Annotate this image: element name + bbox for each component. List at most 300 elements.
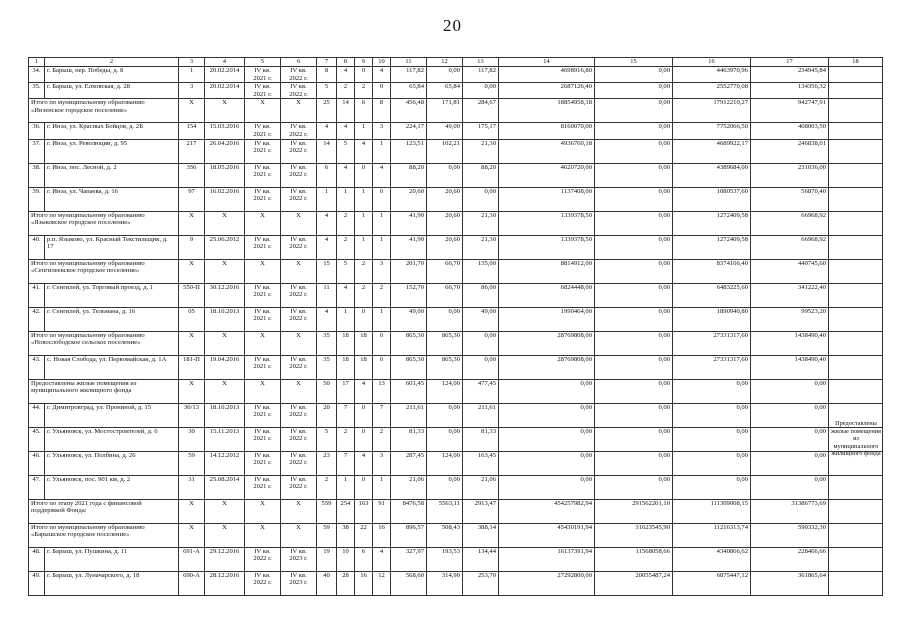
table-cell: 0,00 (427, 67, 463, 83)
table-cell: 4620720,00 (499, 163, 595, 187)
table-cell: 1080537,60 (673, 187, 751, 211)
column-number: 14 (499, 58, 595, 67)
table-cell: 1 (355, 123, 373, 139)
table-cell: 4936760,18 (499, 139, 595, 163)
table-cell: 8160070,00 (499, 123, 595, 139)
table-cell: 117,82 (391, 67, 427, 83)
table-cell (829, 523, 883, 547)
table-cell: 456,48 (391, 99, 427, 123)
table-cell: 224,17 (391, 123, 427, 139)
table-cell: 4 (337, 123, 355, 139)
table-cell: IV кв. 2022 г. (245, 547, 281, 571)
table-cell: 4 (337, 67, 355, 83)
table-cell: X (245, 99, 281, 123)
table-cell: 0,00 (595, 187, 673, 211)
table-cell: 2 (373, 283, 391, 307)
table-cell: 4 (317, 307, 337, 331)
table-cell: IV кв. 2022 г. (281, 139, 317, 163)
table-cell: 117,82 (463, 67, 499, 83)
table-cell: 15.03.2016 (205, 123, 245, 139)
table-cell: 2552770,08 (673, 83, 751, 99)
table-cell: 246838,01 (751, 139, 829, 163)
row-label: Итого по муниципальному образованию «Сенгилеевское городское поселение» (29, 259, 179, 283)
table-cell: 1 (373, 307, 391, 331)
address-cell: г. Барыш, пер. Победы, д. 8 (45, 67, 179, 83)
table-cell: X (205, 499, 245, 523)
table-cell: 253,70 (463, 571, 499, 595)
table-cell: 7 (373, 403, 391, 427)
table-cell: 18.10.2013 (205, 403, 245, 427)
table-cell: 1438490,40 (751, 331, 829, 355)
table-cell: 2 (317, 475, 337, 499)
table-row (29, 475, 883, 499)
table-cell: 91 (373, 499, 391, 523)
table-cell (829, 123, 883, 139)
table-cell: 0,00 (595, 307, 673, 331)
table-cell: 550-П (179, 283, 205, 307)
table-cell: 211,61 (463, 403, 499, 427)
table-cell: 0,00 (595, 163, 673, 187)
table-cell: 454257982,94 (499, 499, 595, 523)
table-row (29, 163, 883, 187)
table-cell: 97 (179, 187, 205, 211)
subtotal-row (29, 523, 883, 547)
table-cell: X (179, 99, 205, 123)
table-cell: IV кв. 2022 г. (281, 163, 317, 187)
table-cell: 38 (337, 523, 355, 547)
table-cell: 942747,91 (751, 99, 829, 123)
table-row (29, 547, 883, 571)
table-cell: 15.11.2013 (205, 427, 245, 451)
address-cell: г. Сенгилей, ул. Торговый проезд, д. 1 (45, 283, 179, 307)
table-cell: 17912210,27 (673, 99, 751, 123)
table-cell: 0,00 (595, 211, 673, 235)
column-number: 7 (317, 58, 337, 67)
address-cell: г. Ульяновск, пос. 901 км, д. 2 (45, 475, 179, 499)
table-cell: 2 (337, 235, 355, 259)
note-municipal-fund: Предоставлены жилые помещения из муниципального жилищного фонда (831, 420, 881, 458)
table-cell: 134,44 (463, 547, 499, 571)
table-cell: 49. (29, 571, 45, 595)
table-cell: 14.12.2012 (205, 451, 245, 475)
column-number: 2 (45, 58, 179, 67)
table-cell: 8814912,00 (499, 259, 595, 283)
table-cell: 4 (373, 163, 391, 187)
table-cell: X (205, 331, 245, 355)
table-cell: 0,00 (751, 427, 829, 451)
table-cell: 0 (355, 67, 373, 83)
table-cell: 124,00 (427, 379, 463, 403)
table-cell: 4 (317, 211, 337, 235)
table-cell: 691-А (179, 547, 205, 571)
table-cell: 4689922,17 (673, 139, 751, 163)
table-cell: IV кв. 2022 г. (281, 427, 317, 451)
column-number: 11 (391, 58, 427, 67)
table-cell: 0,00 (595, 67, 673, 83)
table-cell: 38. (29, 163, 45, 187)
table-cell: 9 (179, 235, 205, 259)
table-cell (829, 99, 883, 123)
table-cell: X (205, 523, 245, 547)
table-cell: 2 (337, 427, 355, 451)
table-cell: X (245, 379, 281, 403)
subtotal-row (29, 99, 883, 123)
table-row (29, 451, 883, 475)
table-cell: 0,00 (427, 163, 463, 187)
table-cell: 171,81 (427, 99, 463, 123)
table-cell: IV кв. 2021 г. (245, 355, 281, 379)
table-cell: IV кв. 2021 г. (245, 83, 281, 99)
table-cell: 0,00 (427, 307, 463, 331)
table-cell: X (205, 99, 245, 123)
table-cell: 4 (317, 123, 337, 139)
table-cell: 7752066,50 (673, 123, 751, 139)
table-cell: 4 (317, 235, 337, 259)
table-cell: 865,30 (427, 331, 463, 355)
table-cell: 0,00 (595, 403, 673, 427)
table-cell: 5563,11 (427, 499, 463, 523)
address-cell: г. Ульяновск, ул. Полбина, д. 26 (45, 451, 179, 475)
table-cell: 1339378,50 (499, 211, 595, 235)
table-cell: 590332,30 (751, 523, 829, 547)
register-table (28, 57, 883, 596)
table-cell: 361865,64 (751, 571, 829, 595)
table-cell: X (245, 259, 281, 283)
table-cell: 49,00 (463, 307, 499, 331)
table-cell: 1 (373, 475, 391, 499)
address-cell: г. Сенгилей, ул. Тельмана, д. 16 (45, 307, 179, 331)
table-cell: 0 (373, 331, 391, 355)
table-cell: 66968,92 (751, 211, 829, 235)
table-cell: 1 (373, 139, 391, 163)
table-cell: 4698916,80 (499, 67, 595, 83)
table-cell: 88,20 (391, 163, 427, 187)
table-cell: 1 (355, 187, 373, 211)
table-cell (829, 379, 883, 403)
table-cell (829, 67, 883, 83)
address-cell: г. Ульяновск, ул. Мостостроителей, д. 6 (45, 427, 179, 451)
table-cell: 20.02.2014 (205, 67, 245, 83)
table-cell: IV кв. 2021 г. (245, 187, 281, 211)
table-cell: 20,60 (427, 235, 463, 259)
table-cell: 39. (29, 187, 45, 211)
table-cell: 201,70 (391, 259, 427, 283)
table-cell: 1 (337, 307, 355, 331)
table-cell: IV кв. 2022 г. (281, 307, 317, 331)
table-cell: X (179, 523, 205, 547)
table-cell: 0,00 (463, 83, 499, 99)
table-cell: X (281, 331, 317, 355)
table-cell (829, 283, 883, 307)
table-cell: 0,00 (595, 83, 673, 99)
table-cell: 6824448,00 (499, 283, 595, 307)
table-cell: 0,00 (499, 451, 595, 475)
column-number: 4 (205, 58, 245, 67)
table-cell: 284,67 (463, 99, 499, 123)
table-cell: 14 (337, 99, 355, 123)
table-cell: 408003,50 (751, 123, 829, 139)
table-cell: 15 (317, 259, 337, 283)
table-cell: 0,00 (499, 403, 595, 427)
table-cell: 40 (317, 571, 337, 595)
table-cell: X (281, 499, 317, 523)
table-cell: 0 (355, 427, 373, 451)
table-cell: IV кв. 2021 г. (245, 475, 281, 499)
column-number: 12 (427, 58, 463, 67)
column-number: 9 (355, 58, 373, 67)
table-cell (829, 139, 883, 163)
table-cell: 865,30 (427, 355, 463, 379)
table-cell: 4 (337, 283, 355, 307)
table-cell: 2 (355, 259, 373, 283)
table-cell: 477,45 (463, 379, 499, 403)
table-cell: 18.05.2016 (205, 163, 245, 187)
table-cell: 0,00 (595, 379, 673, 403)
table-cell: X (205, 259, 245, 283)
table-cell: 20 (317, 403, 337, 427)
table-cell: 154 (179, 123, 205, 139)
table-cell: 23 (317, 451, 337, 475)
row-label: Предоставлены жилые помещения из муниципального жилищного фонда (29, 379, 179, 403)
table-cell: 34. (29, 67, 45, 83)
table-cell: IV кв. 2021 г. (245, 67, 281, 83)
table-cell: 0,00 (427, 475, 463, 499)
table-cell: 4 (337, 163, 355, 187)
table-cell: 0,00 (673, 427, 751, 451)
table-row (29, 187, 883, 211)
table-row (29, 235, 883, 259)
table-cell: X (281, 259, 317, 283)
table-cell: 601,45 (391, 379, 427, 403)
table-cell: 1 (337, 187, 355, 211)
table-cell: IV кв. 2022 г. (281, 475, 317, 499)
table-cell: 18.10.2013 (205, 307, 245, 331)
table-cell: 1137408,00 (499, 187, 595, 211)
table-cell: 1 (355, 211, 373, 235)
table-cell: 0,00 (595, 259, 673, 283)
table-cell: 65,84 (391, 83, 427, 99)
table-cell: 3 (179, 83, 205, 99)
table-cell: 135,00 (463, 259, 499, 283)
table-cell: 1 (355, 235, 373, 259)
column-number: 8 (337, 58, 355, 67)
table-cell: 163,45 (463, 451, 499, 475)
table-cell (829, 355, 883, 379)
table-row (29, 123, 883, 139)
table-cell: 102,21 (427, 139, 463, 163)
table-cell: 25 (317, 99, 337, 123)
table-cell: IV кв. 2021 г. (245, 163, 281, 187)
address-cell: р.п. Языково, ул. Красный Текстильщик, д. 17 (45, 235, 179, 259)
column-number: 18 (829, 58, 883, 67)
table-cell: 314,90 (427, 571, 463, 595)
table-cell: 0,00 (595, 475, 673, 499)
table-cell: X (205, 211, 245, 235)
table-cell: IV кв. 2022 г. (281, 83, 317, 99)
table-cell: 41. (29, 283, 45, 307)
table-cell: 0 (373, 355, 391, 379)
table-cell: 1 (337, 475, 355, 499)
table-cell: 16.02.2016 (205, 187, 245, 211)
table-cell: X (245, 331, 281, 355)
table-cell: 0,00 (751, 451, 829, 475)
table-cell: X (179, 499, 205, 523)
table-cell: 0,00 (463, 187, 499, 211)
table-cell: 20.02.2014 (205, 83, 245, 99)
table-cell: IV кв. 2022 г. (281, 67, 317, 83)
table-cell: IV кв. 2023 г. (281, 571, 317, 595)
table-cell: 865,30 (391, 355, 427, 379)
table-cell: 20,60 (427, 187, 463, 211)
table-cell: 1 (373, 211, 391, 235)
table-cell: 11216313,74 (673, 523, 751, 547)
table-cell: 1890940,80 (673, 307, 751, 331)
table-cell (829, 187, 883, 211)
table-cell: 228466,66 (751, 547, 829, 571)
table-row (29, 355, 883, 379)
table-cell: 14 (317, 139, 337, 163)
table-cell (829, 235, 883, 259)
table-cell: IV кв. 2023 г. (281, 547, 317, 571)
table-cell: 1 (179, 67, 205, 83)
table-cell: 4340866,62 (673, 547, 751, 571)
table-cell: 25.06.2012 (205, 235, 245, 259)
table-cell: 28769808,00 (499, 355, 595, 379)
column-number: 6 (281, 58, 317, 67)
table-cell: 440745,60 (751, 259, 829, 283)
column-number: 3 (179, 58, 205, 67)
table-cell: 43. (29, 355, 45, 379)
table-cell: 3 (373, 123, 391, 139)
table-cell: 341222,40 (751, 283, 829, 307)
table-cell: 42. (29, 307, 45, 331)
table-cell (829, 499, 883, 523)
table-cell: 0,00 (751, 403, 829, 427)
table-cell: 0,00 (463, 331, 499, 355)
table-cell: IV кв. 2021 г. (245, 235, 281, 259)
table-cell: 0,00 (595, 451, 673, 475)
address-cell: г. Инза, пос. Лесной, д. 2 (45, 163, 179, 187)
table-cell: 123,51 (391, 139, 427, 163)
table-cell: 2 (355, 283, 373, 307)
table-cell: IV кв. 2022 г. (281, 235, 317, 259)
table-cell: 4 (373, 67, 391, 83)
table-cell: 37. (29, 139, 45, 163)
address-cell: г. Инза, ул. Революции, д. 95 (45, 139, 179, 163)
column-number: 17 (751, 58, 829, 67)
table-cell: 5 (317, 427, 337, 451)
table-cell: 559 (317, 499, 337, 523)
table-cell: 0,00 (751, 379, 829, 403)
subtotal-row (29, 211, 883, 235)
table-cell: 1 (373, 235, 391, 259)
table-cell: 4463970,96 (673, 67, 751, 83)
table-cell (829, 331, 883, 355)
table-cell: 5 (337, 259, 355, 283)
table-cell: 19 (317, 547, 337, 571)
table-cell: 0,00 (499, 379, 595, 403)
table-cell: 21,30 (463, 235, 499, 259)
table-cell: 47. (29, 475, 45, 499)
table-cell: 20055487,24 (595, 571, 673, 595)
table-cell: 7 (337, 451, 355, 475)
table-cell: 45. (29, 427, 45, 451)
table-cell: 31 (179, 475, 205, 499)
table-cell: 31623545,90 (595, 523, 673, 547)
table-cell: IV кв. 2022 г. (281, 283, 317, 307)
table-cell: 0 (373, 187, 391, 211)
table-cell: 2 (337, 83, 355, 99)
table-cell: 0 (373, 83, 391, 99)
table-cell: 3 (373, 451, 391, 475)
table-cell: 0,00 (595, 99, 673, 123)
row-label: Итого по муниципальному образованию «Инзенское городское поселение» (29, 99, 179, 123)
table-cell: 211,61 (391, 403, 427, 427)
address-cell: г. Барыш, ул. Пушкина, д. 11 (45, 547, 179, 571)
table-cell: 36. (29, 123, 45, 139)
table-cell: 49,00 (391, 307, 427, 331)
table-cell: 05 (179, 307, 205, 331)
table-cell: 0,00 (595, 235, 673, 259)
table-cell: IV кв. 2021 г. (245, 139, 281, 163)
table-cell (829, 259, 883, 283)
table-cell: 175,17 (463, 123, 499, 139)
table-cell: IV кв. 2021 г. (245, 307, 281, 331)
column-number: 1 (29, 58, 45, 67)
table-cell (829, 307, 883, 331)
table-cell: 35 (317, 355, 337, 379)
table-cell: 291562201,10 (595, 499, 673, 523)
table-cell: 217 (179, 139, 205, 163)
table-cell: 4 (355, 139, 373, 163)
table-cell: 27292800,00 (499, 571, 595, 595)
table-cell: 25.08.2014 (205, 475, 245, 499)
table-cell: 0,00 (595, 283, 673, 307)
table-cell: 18 (337, 355, 355, 379)
table-cell: 2 (355, 83, 373, 99)
table-cell: 27331317,60 (673, 355, 751, 379)
table-cell: 0,00 (673, 451, 751, 475)
table-cell: IV кв. 2021 г. (245, 283, 281, 307)
table-cell: 327,97 (391, 547, 427, 571)
table-cell: 30/13 (179, 403, 205, 427)
table-cell: IV кв. 2022 г. (281, 451, 317, 475)
table-cell: 16137391,94 (499, 547, 595, 571)
table-cell: 163 (355, 499, 373, 523)
column-number: 15 (595, 58, 673, 67)
table-cell: 254 (337, 499, 355, 523)
table-cell: 10 (337, 547, 355, 571)
table-cell (829, 83, 883, 99)
table-cell: X (245, 211, 281, 235)
column-number: 10 (373, 58, 391, 67)
table-cell: 568,60 (391, 571, 427, 595)
row-label: Итого по муниципальному образованию «Новослободское сельское поселение» (29, 331, 179, 355)
table-cell: 8476,58 (391, 499, 427, 523)
table-cell: 0,00 (427, 403, 463, 427)
table-cell: 40. (29, 235, 45, 259)
address-cell: г. Инза, ул. Красных Бойцов, д. 2Б (45, 123, 179, 139)
column-number: 13 (463, 58, 499, 67)
table-cell: 234945,84 (751, 67, 829, 83)
table-cell: 29.12.2016 (205, 547, 245, 571)
table-cell: 22 (355, 523, 373, 547)
table-cell: IV кв. 2022 г. (245, 571, 281, 595)
address-cell: г. Барыш, ул. Луначарского, д. 18 (45, 571, 179, 595)
table-cell: 81,33 (463, 427, 499, 451)
subtotal-row (29, 259, 883, 283)
table-cell: 59 (317, 523, 337, 547)
